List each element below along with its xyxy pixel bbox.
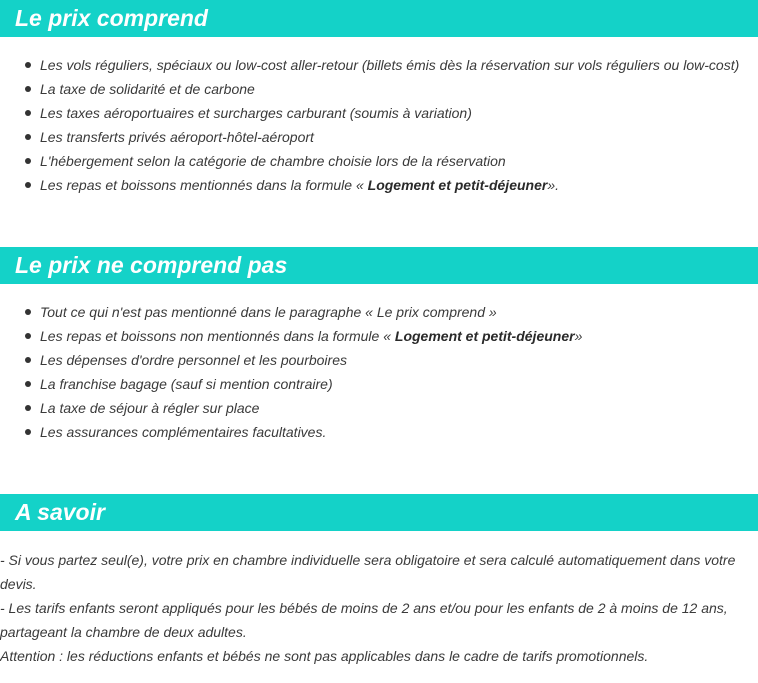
- list-item: [0, 149, 758, 173]
- savoir-section-header: [0, 494, 758, 531]
- list-item-text: Les taxes aéroportuaires et surcharges carburant (soumis à variation): [40, 105, 472, 121]
- list-item: [0, 348, 758, 372]
- bullet-icon: [25, 182, 31, 188]
- bullet-icon: [25, 158, 31, 164]
- list-item-text: Les assurances complémentaires facultatives.: [40, 424, 327, 440]
- list-item-text: La taxe de solidarité et de carbone: [40, 81, 255, 97]
- formula-name: Logement et petit-déjeuner: [394, 328, 575, 344]
- bullet-icon: [25, 381, 31, 387]
- included-section-header: [0, 0, 758, 37]
- included-section-title: Le prix comprend: [15, 5, 208, 31]
- list-item: [0, 125, 758, 149]
- bullet-icon: [25, 333, 31, 339]
- list-item-text-after: »: [574, 328, 583, 344]
- bullet-icon: [25, 62, 31, 68]
- list-item-text: Les transferts privés aéroport-hôtel-aéroport: [40, 129, 314, 145]
- list-item: [0, 53, 758, 77]
- bullet-icon: [25, 357, 31, 363]
- list-item: [0, 372, 758, 396]
- bullet-icon: [25, 405, 31, 411]
- savoir-paragraph: Attention : les réductions enfants et bébés ne sont pas applicables dans le cadre de tarifs promotionnels.: [0, 648, 649, 664]
- list-item-text: Les dépenses d'ordre personnel et les pourboires: [40, 352, 347, 368]
- included-list: [0, 53, 758, 197]
- list-item-text: Les vols réguliers, spéciaux ou low-cost aller-retour (billets émis dès la réservation sur vols réguliers ou low-cost): [40, 57, 740, 73]
- list-item: [0, 173, 758, 197]
- savoir-paragraph: - Les tarifs enfants seront appliqués pour les bébés de moins de 2 ans et/ou pour les enfants de 2 à moins de 12 ans, partageant la chambre de deux adultes.: [0, 600, 728, 640]
- formula-name: Logement et petit-déjeuner: [367, 177, 548, 193]
- bullet-icon: [25, 429, 31, 435]
- list-item-text-before: Les repas et boissons non mentionnés dans la formule «: [40, 328, 395, 344]
- excluded-section-title: Le prix ne comprend pas: [15, 252, 288, 278]
- list-item-text: Tout ce qui n'est pas mentionné dans le paragraphe « Le prix comprend »: [40, 304, 497, 320]
- bullet-icon: [25, 134, 31, 140]
- bullet-icon: [25, 86, 31, 92]
- list-item-text: La taxe de séjour à régler sur place: [40, 400, 260, 416]
- list-item-text: La franchise bagage (sauf si mention contraire): [40, 376, 333, 392]
- list-item: [0, 324, 758, 348]
- savoir-paragraph: - Si vous partez seul(e), votre prix en chambre individuelle sera obligatoire et sera calculé automatiquement dans votre devis.: [0, 552, 736, 592]
- list-item: [0, 101, 758, 125]
- list-item: [0, 77, 758, 101]
- bullet-icon: [25, 110, 31, 116]
- savoir-body: [0, 548, 758, 668]
- list-item-text-before: Les repas et boissons mentionnés dans la formule «: [40, 177, 368, 193]
- list-item: [0, 396, 758, 420]
- savoir-section-title: A savoir: [15, 499, 105, 525]
- list-item: [0, 300, 758, 324]
- list-item: [0, 420, 758, 444]
- list-item-text-after: ».: [547, 177, 560, 193]
- excluded-list: [0, 300, 758, 444]
- excluded-section-header: [0, 247, 758, 284]
- bullet-icon: [25, 309, 31, 315]
- list-item-text: L'hébergement selon la catégorie de chambre choisie lors de la réservation: [40, 153, 506, 169]
